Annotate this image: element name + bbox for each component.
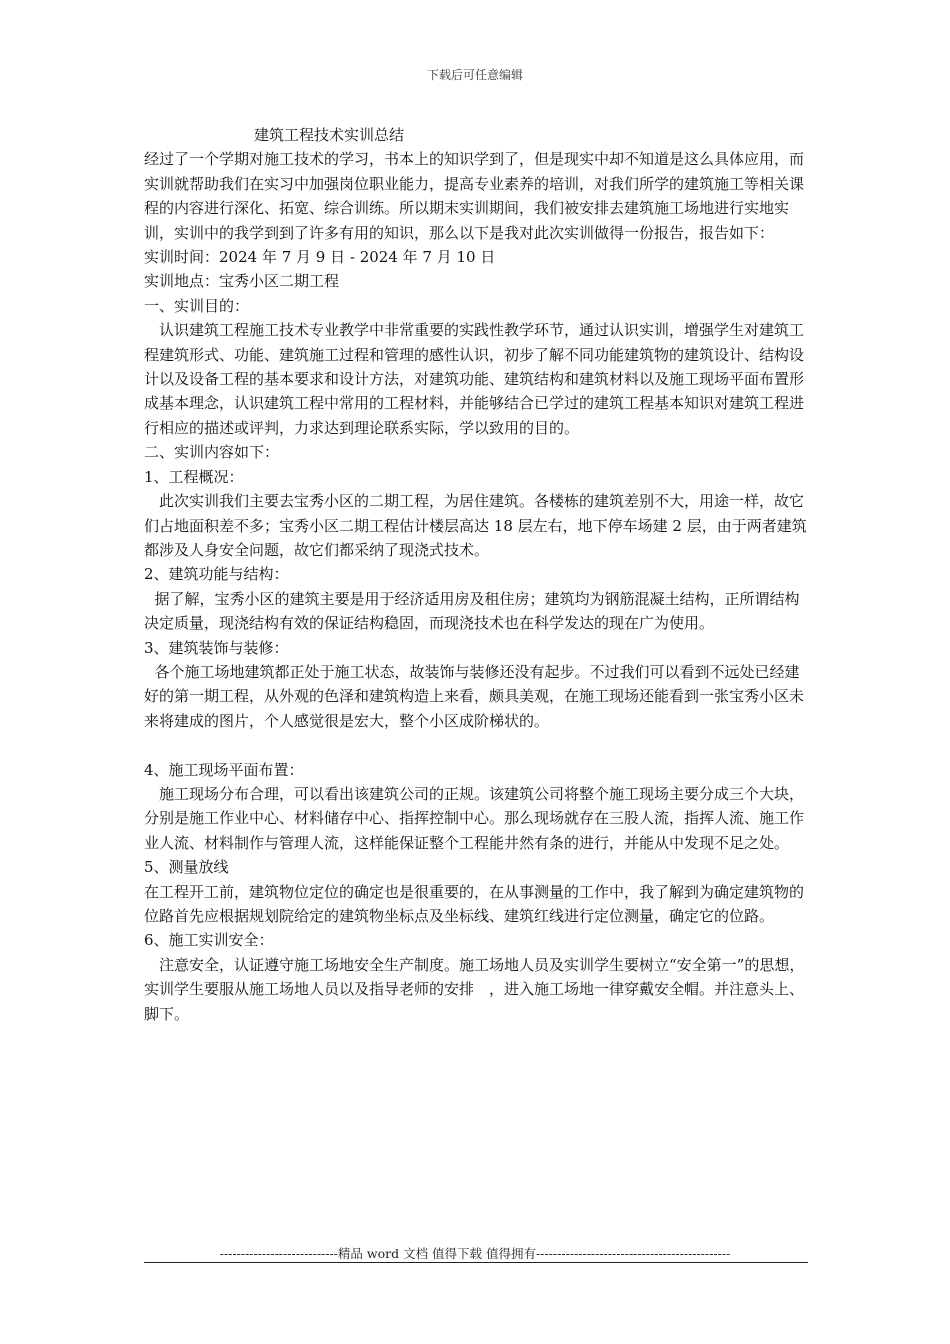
item-body-overview: 此次实训我们主要去宝秀小区的二期工程，为居住建筑。各楼栋的建筑差别不大，用途一样，故它们占地面积差不多；宝秀小区二期工程估计楼层高达 18 层左右，地下停车场建 2 层，由于两者建筑都涉及人身安全问题，故它们都采纳了现浇式技术。 — [144, 492, 807, 559]
item-heading-safety: 6、施工实训安全： — [144, 931, 274, 950]
item-heading-decoration: 3、建筑装饰与装修： — [144, 638, 289, 657]
item-body-decoration: 各个施工场地建筑都正处于施工状态，故装饰与装修还没有起步。不过我们可以看到不远处已经建好的第一期工程，从外观的色泽和建筑构造上来看，颇具美观，在施工现场还能看到一张宝秀小区未来将建成的图片，个人感觉很是宏大，整个小区成阶梯状的。 — [144, 662, 805, 730]
item-heading-survey: 5、测量放线 — [144, 858, 229, 877]
item-heading-function: 2、建筑功能与结构： — [144, 565, 289, 584]
item-heading-overview: 1、工程概况： — [144, 467, 244, 486]
item-body-function: 据了解，宝秀小区的建筑主要是用于经济适用房及租住房；建筑均为钢筋混凝土结构，正所谓结构决定质量，现浇结构有效的保证结构稳固，而现浇技术也在科学发达的现在广为使用。 — [144, 589, 800, 633]
training-place: 实训地点：宝秀小区二期工程 — [144, 272, 340, 291]
footer-divider — [144, 1262, 808, 1263]
training-time: 实训时间：2024 年 7 月 9 日 - 2024 年 7 月 10 日 — [144, 248, 496, 267]
intro-paragraph: 经过了一个学期对施工技术的学习，书本上的知识学到了，但是现实中却不知道是这么具体应用，而实训就帮助我们在实习中加强岗位职业能力，提高专业素养的培训，对我们所学的建筑施工等相关课程的内容进行深化、拓宽、综合训练。所以期末实训期间，我们被安排去建筑施工场地进行实地实训，实训中的我学到到了许多有用的知识，那么以下是我对此次实训做得一份报告，报告如下： — [144, 150, 805, 242]
page-header: 下载后可任意编辑 — [426, 68, 523, 82]
item-body-safety: 注意安全，认证遵守施工场地安全生产制度。施工场地人员及实训学生要树立“安全第一”的思想，实训学生要服从施工场地人员以及指导老师的安排 ，进入施工场地一律穿戴安全帽。并注意头上、脚下。 — [144, 955, 805, 1023]
item-body-survey: 在工程开工前，建筑物位定位的确定也是很重要的，在从事测量的工作中，我了解到为确定建筑物的位路首先应根据规划院给定的建筑物坐标点及坐标线、建筑红线进行定位测量，确定它的位路。 — [144, 882, 805, 925]
document-title: 建筑工程技术实训总结 — [254, 126, 405, 144]
purpose-paragraph: 认识建筑工程施工技术专业教学中非常重要的实践性教学环节，通过认识实训，增强学生对建筑工程建筑形式、功能、建筑施工过程和管理的感性认识，初步了解不同功能建筑物的建筑设计、结构设计以及设备工程的基本要求和设计方法，对建筑功能、建筑结构和建筑材料以及施工现场平面布置形成基本理念，认识建筑工程中常用的工程材料，并能够结合已学过的建筑工程基本知识对建筑工程进行相应的描述或评判，力求达到理论联系实际，学以致用的目的。 — [144, 321, 805, 437]
document-body — [144, 123, 808, 1026]
blank-line — [144, 733, 808, 757]
page-footer: ----------------------------精品 word 文档 值得下载 值得拥有---------------------------------------------- — [219, 1246, 731, 1261]
section-heading-content: 二、实训内容如下： — [144, 443, 280, 462]
item-heading-layout: 4、施工现场平面布置： — [144, 760, 304, 779]
section-heading-purpose: 一、实训目的： — [144, 296, 250, 315]
item-body-layout: 施工现场分布合理，可以看出该建筑公司的正规。该建筑公司将整个施工现场主要分成三个大块，分别是施工作业中心、材料储存中心、指挥控制中心。那么现场就存在三股人流，指挥人流、施工作业人流、材料制作与管理人流，这样能保证整个工程能井然有条的进行，并能从中发现不足之处。 — [144, 784, 805, 852]
